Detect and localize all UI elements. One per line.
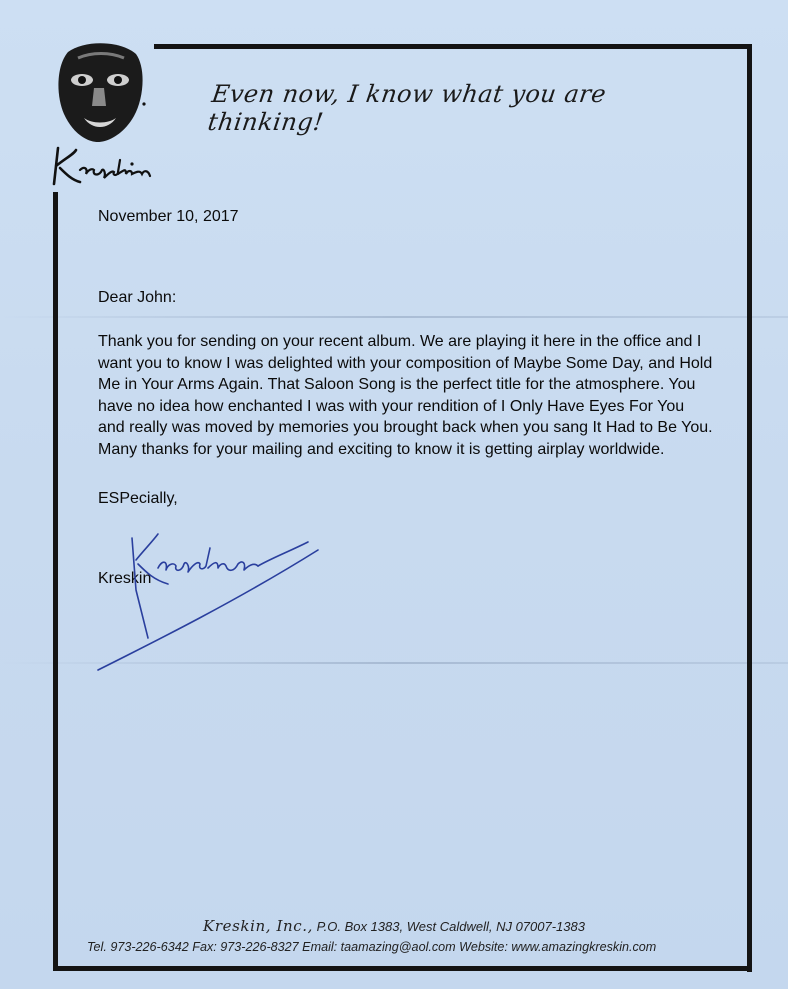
fold-line [0, 316, 788, 318]
footer-company: Kreskin, Inc., [203, 917, 313, 935]
kreskin-script-logo-icon [48, 140, 163, 190]
frame-border-top [154, 44, 752, 49]
tagline: Even now, I know what you are thinking! [206, 80, 609, 136]
closing: ESPecially, [98, 490, 178, 507]
footer-contact: Tel. 973-226-6342 Fax: 973-226-8327 Email: taamazing@aol.com Website: www.amazingkreskin.com [87, 940, 657, 954]
frame-border-bottom [53, 966, 752, 971]
kreskin-face-logo-icon [48, 38, 152, 144]
footer-address [0, 917, 788, 935]
letter-body: Thank you for sending on your recent album. We are playing it here in the office and I want you to know I was delighted with your composition of Maybe Some Day, and Hold Me in Your Arms Again. That Saloon Song is the perfect title for the atmosphere. You have no idea how enchanted I was with your rendition of I Only Have Eyes For You and really was moved by memories you brought back when you sang It Had to Be You. Many thanks for your mailing and exciting to know it is getting airplay worldwide. [98, 333, 713, 458]
handwritten-signature [88, 520, 348, 680]
frame-border-right [747, 44, 752, 972]
letter-date: November 10, 2017 [98, 208, 239, 225]
signer-name: Kreskin [98, 570, 152, 587]
salutation: Dear John: [98, 289, 177, 306]
frame-border-left [53, 192, 58, 971]
footer-address-text: P.O. Box 1383, West Caldwell, NJ 07007-1383 [316, 919, 585, 934]
